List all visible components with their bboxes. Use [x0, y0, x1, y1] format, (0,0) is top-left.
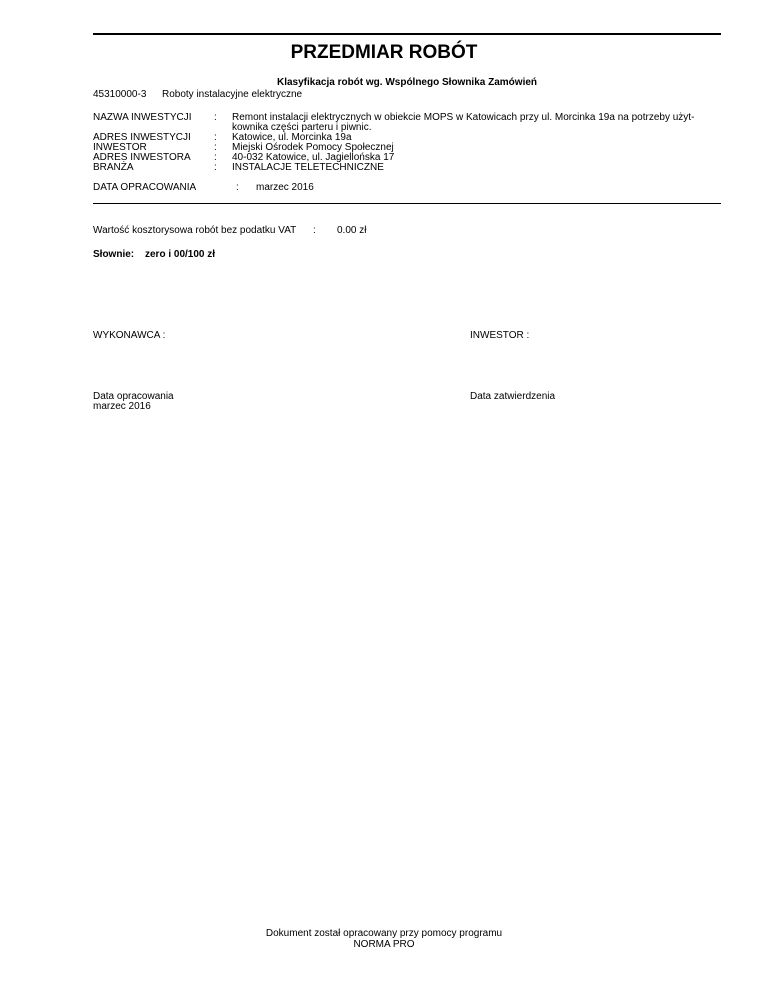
contractor-label: WYKONAWCA : — [93, 330, 166, 341]
branch-colon: : — [214, 162, 217, 173]
footer-line2: NORMA PRO — [353, 939, 415, 950]
investment-address-colon: : — [214, 132, 217, 143]
investor-colon: : — [214, 142, 217, 153]
investment-name-label: NAZWA INWESTYCJI — [93, 112, 192, 123]
investor-label: INWESTOR — [93, 142, 147, 153]
cpv-code: 45310000-3 — [93, 89, 147, 100]
cost-colon: : — [313, 225, 316, 236]
prepared-label: Data opracowania — [93, 391, 174, 402]
classification-heading: Klasyfikacja robót wg. Wspólnego Słownika Zamówień — [276, 77, 538, 88]
prepared-date-label: DATA OPRACOWANIA — [93, 182, 197, 193]
middle-rule — [93, 203, 721, 204]
investment-name-colon: : — [214, 112, 217, 123]
prepared-date-value: marzec 2016 — [256, 182, 314, 193]
document-title: PRZEDMIAR ROBÓT — [290, 42, 478, 63]
in-words-label: Słownie: — [93, 249, 135, 260]
cpv-name: Roboty instalacyjne elektryczne — [162, 89, 303, 100]
prepared-value: marzec 2016 — [93, 401, 151, 412]
cost-label: Wartość kosztorysowa robót bez podatku VAT — [93, 225, 297, 236]
footer-note — [0, 928, 768, 950]
prepared-date-colon: : — [236, 182, 239, 193]
investment-address-value: Katowice, ul. Morcinka 19a — [232, 132, 352, 143]
investor-address-label: ADRES INWESTORA — [93, 152, 191, 163]
cost-value: 0.00 zł — [337, 225, 367, 236]
in-words-value: zero i 00/100 zł — [145, 249, 216, 260]
investor-address-colon: : — [214, 152, 217, 163]
branch-value: INSTALACJE TELETECHNICZNE — [232, 162, 384, 173]
investment-name-line1: Remont instalacji elektrycznych w obiekcie MOPS w Katowicach przy ul. Morcinka 19a na potrzeby użyt- — [232, 112, 695, 123]
investor-address-value: 40-032 Katowice, ul. Jagiellońska 17 — [232, 152, 395, 163]
footer-line1: Dokument został opracowany przy pomocy programu — [265, 928, 503, 939]
top-rule — [93, 33, 721, 35]
branch-label: BRANŻA — [93, 162, 134, 173]
investor-signature-label: INWESTOR : — [470, 330, 530, 341]
investor-value: Miejski Ośrodek Pomocy Społecznej — [232, 142, 394, 153]
investment-address-label: ADRES INWESTYCJI — [93, 132, 191, 143]
investment-name-line2: kownika części parteru i piwnic. — [232, 122, 372, 133]
approval-date-label: Data zatwierdzenia — [470, 391, 556, 402]
